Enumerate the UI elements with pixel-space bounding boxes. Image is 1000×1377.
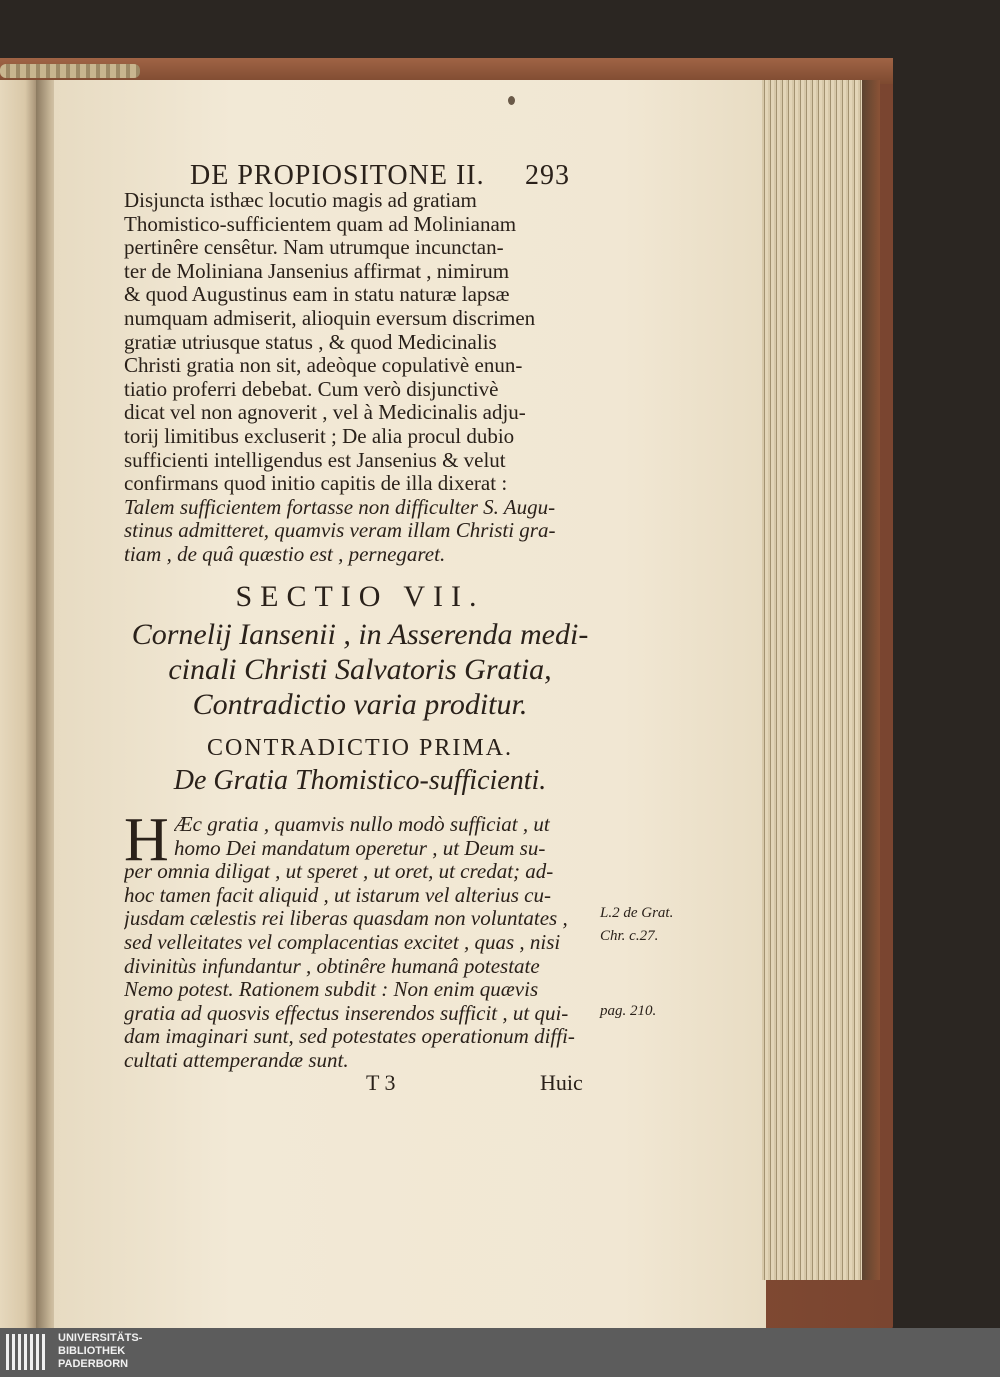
quote-line: cultati attemperandæ sunt. [124, 1048, 349, 1072]
quote-line: dam imaginari sunt, sed potestates operationum diffi- [124, 1024, 575, 1049]
section-number: SECTIO VII. [235, 580, 485, 613]
drop-cap: H [124, 806, 169, 874]
text-line: Thomistico-sufficientem quam ad Molinianam [124, 211, 517, 236]
left-page [0, 80, 36, 1330]
quote-line: per omnia diligat , ut speret , ut oret, ut credat; ad- [124, 859, 554, 884]
text-line: tiatio proferri debebat. Cum verò disjunctivè [124, 376, 499, 401]
text-line: ter de Moliniana Jansenius affirmat , nimirum [124, 258, 510, 283]
quote-line: jusdam cælestis rei liberas quasdam non voluntates , [124, 906, 568, 931]
subheading: CONTRADICTIO PRIMA. [206, 735, 513, 761]
quote-line: sed velleitates vel complacentias excitet , quas , nisi [124, 930, 561, 954]
library-logo-icon [6, 1334, 50, 1370]
page-number: 293 [525, 160, 570, 191]
library-logo-text: UNIVERSITÄTS- BIBLIOTHEK PADERBORN [58, 1332, 143, 1370]
marginal-note: Chr. c.27. [600, 928, 659, 944]
running-head-title: DE PROPIOSITONE II. [190, 160, 485, 191]
signature-mark: T 3 [366, 1070, 396, 1095]
text-line: numquam admiserit, alioquin eversum discrimen [124, 306, 536, 330]
text-line: dicat vel non agnoverit , vel à Medicinalis adju- [124, 400, 526, 425]
quote-line: Nemo potest. Rationem subdit : Non enim quævis [124, 977, 539, 1002]
page-edges [762, 80, 864, 1280]
section-title-line: Contradictio varia proditur. [192, 688, 528, 721]
catchword: Huic [540, 1070, 583, 1095]
text-line: stinus admitteret, quamvis veram illam Christi gra- [124, 518, 556, 543]
marginal-note: pag. 210. [600, 1003, 657, 1019]
subtitle: De Gratia Thomistico-sufficienti. [173, 765, 547, 796]
text-line: Christi gratia non sit, adeòque copulativè enun- [124, 353, 523, 378]
headband [0, 64, 140, 78]
text-line: Disjuncta isthæc locutio magis ad gratiam [124, 188, 477, 212]
text-line: confirmans quod initio capitis de illa dixerat : [124, 471, 508, 496]
quote-line: Æc gratia , quamvis nullo modò sufficiat , ut [174, 812, 550, 836]
text-line: torij limitibus excluserit ; De alia procul dubio [124, 424, 515, 448]
library-footer [0, 1328, 1000, 1377]
section-title-line: cinali Christi Salvatoris Gratia, [168, 653, 552, 686]
text-line: Talem sufficientem fortasse non difficulter S. Augu- [124, 494, 556, 519]
text-line: tiam , de quâ quæstio est , pernegaret. [124, 542, 446, 566]
section-title-line: Cornelij Iansenii , in Asserenda medi- [131, 618, 589, 651]
text-line: & quod Augustinus eam in statu naturæ lapsæ [124, 282, 510, 307]
text-line: sufficienti intelligendus est Jansenius & velut [124, 447, 506, 472]
quote-line: hoc tamen facit aliquid , ut istarum vel alterius cu- [124, 882, 551, 907]
cover-edge [862, 80, 880, 1280]
text-line: pertinêre censêtur. Nam utrumque incunctan- [124, 235, 504, 260]
quote-line: gratia ad quosvis effectus inserendos sufficit , ut qui- [124, 1000, 569, 1025]
marginal-note: L.2 de Grat. [600, 905, 674, 921]
quote-line: divinitùs infundantur , obtinêre humanâ potestate [124, 953, 540, 978]
ink-spot [508, 96, 515, 105]
text-line: gratiæ utriusque status , & quod Medicinalis [124, 329, 497, 354]
quote-line: homo Dei mandatum operetur , ut Deum su- [174, 835, 546, 860]
